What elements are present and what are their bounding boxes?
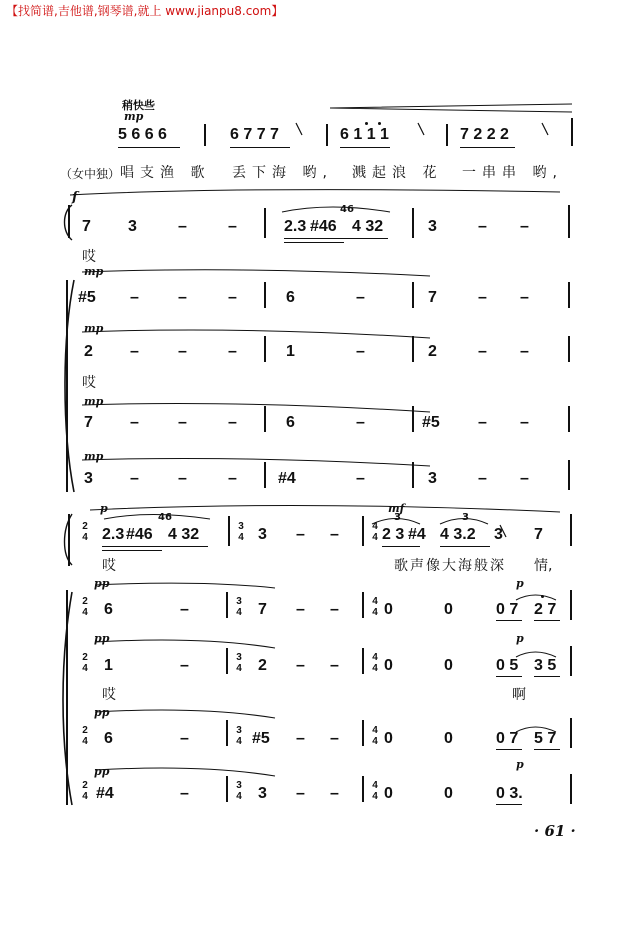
v5-note: 0 3. xyxy=(496,785,523,802)
v3-dash: – xyxy=(228,343,237,360)
barline xyxy=(264,462,266,488)
v2-note: 7 xyxy=(428,289,437,306)
v4-dash: – xyxy=(130,414,139,431)
v5-dash: – xyxy=(296,785,305,802)
v2-dash: – xyxy=(180,601,189,618)
v1-note: #4 xyxy=(408,526,426,543)
barline xyxy=(362,720,364,746)
dynamic-f: f xyxy=(72,190,78,205)
lyric-3: 溅起浪 花 xyxy=(352,165,443,181)
time-signature-bottom: 4 xyxy=(82,663,88,674)
v2-dash: – xyxy=(330,601,339,618)
barline xyxy=(568,205,570,238)
dynamic-mp: mp xyxy=(84,395,104,408)
dynamic-p: p xyxy=(516,758,524,771)
measure-2: 6 7 7 7 xyxy=(230,126,279,143)
v2-rest: 0 xyxy=(384,601,393,618)
v3-dash: – xyxy=(180,657,189,674)
barline xyxy=(264,282,266,308)
v1-note: #46 xyxy=(126,526,153,543)
v2-dash: – xyxy=(296,601,305,618)
barline xyxy=(362,776,364,802)
v3-dash: – xyxy=(520,343,529,360)
lyric: 哎 xyxy=(82,249,96,265)
beam xyxy=(534,676,560,677)
v5-dash: – xyxy=(478,470,487,487)
site-banner[interactable]: 【找简谱,吉他谱,钢琴谱,就上 www.jianpu8.com】 xyxy=(6,4,284,18)
v4-note: #5 xyxy=(422,414,440,431)
beam xyxy=(496,676,522,677)
measure-1: 5 6 6 6 xyxy=(118,126,167,143)
v1-dash: – xyxy=(478,218,487,235)
time-signature-bottom: 4 xyxy=(372,663,378,674)
octave-dot xyxy=(541,595,544,598)
v3-note: 2 xyxy=(258,657,267,674)
barline xyxy=(570,774,572,804)
time-signature-top: 3 xyxy=(236,596,242,607)
v3-dash: – xyxy=(296,657,305,674)
v5-note: #4 xyxy=(96,785,114,802)
v1-note: #46 xyxy=(310,218,337,235)
dynamic-mp: mp xyxy=(84,265,104,278)
time-signature-top: 4 xyxy=(372,780,378,791)
v5-dash: – xyxy=(180,785,189,802)
time-signature-bottom: 4 xyxy=(82,791,88,802)
v3-rest: 0 xyxy=(444,657,453,674)
v5-rest: 0 xyxy=(384,785,393,802)
v2-dash: – xyxy=(356,289,365,306)
measure-3: 6 1 1 1 xyxy=(340,126,389,143)
v4-note: 6 xyxy=(104,730,113,747)
time-signature-top: 2 xyxy=(82,780,88,791)
v5-dash: – xyxy=(356,470,365,487)
lyric: 啊 xyxy=(512,687,526,703)
v5-dash: – xyxy=(178,470,187,487)
v2-dash: – xyxy=(520,289,529,306)
v4-dash: – xyxy=(178,414,187,431)
dynamic-mf: mf xyxy=(388,502,405,515)
lyric-2: 丢下海 哟, xyxy=(232,165,333,181)
v1-note: 2.3 xyxy=(284,218,307,235)
v3-dash: – xyxy=(330,657,339,674)
dynamic-pp: pp xyxy=(94,577,110,590)
v2-dash: – xyxy=(228,289,237,306)
v4-rest: 0 xyxy=(444,730,453,747)
beam xyxy=(102,546,208,547)
barline xyxy=(568,282,570,308)
v5-note: 3 xyxy=(258,785,267,802)
v3-note: 3 5 xyxy=(534,657,557,674)
lyric: 情, xyxy=(534,558,553,574)
v3-dash: – xyxy=(130,343,139,360)
barline xyxy=(412,462,414,488)
v2-note: 0 7 xyxy=(496,601,519,618)
time-signature-bottom: 4 xyxy=(238,532,244,543)
barline xyxy=(412,208,414,238)
v5-dash: – xyxy=(520,470,529,487)
dynamic-p: p xyxy=(516,577,524,590)
v1-dash: – xyxy=(330,526,339,543)
lyric: 哎 xyxy=(102,558,116,574)
grace-notes: 46 xyxy=(340,204,354,215)
v4-note: 0 7 xyxy=(496,730,519,747)
barline xyxy=(264,406,266,432)
v4-dash: – xyxy=(478,414,487,431)
v1-dash: – xyxy=(296,526,305,543)
time-signature-top: 3 xyxy=(236,652,242,663)
v5-dash: – xyxy=(330,785,339,802)
barline xyxy=(362,516,364,546)
beam xyxy=(496,620,522,621)
barline xyxy=(264,208,266,238)
lyric: 哎 xyxy=(102,687,116,703)
dynamic-p: p xyxy=(100,502,108,515)
v1-note: 3 xyxy=(494,526,503,543)
v2-dash: – xyxy=(478,289,487,306)
time-signature-bottom: 4 xyxy=(372,736,378,747)
time-signature-top: 2 xyxy=(82,521,88,532)
time-signature-top: 4 xyxy=(372,521,378,532)
barline xyxy=(226,648,228,674)
v2-note: 7 xyxy=(258,601,267,618)
tempo-marking: 稍快些 xyxy=(122,99,155,112)
v1-note: 3 xyxy=(428,218,437,235)
system-bracket xyxy=(68,514,70,566)
barline xyxy=(362,592,364,618)
v4-note: #5 xyxy=(252,730,270,747)
beam xyxy=(440,546,490,547)
triplet-mark: 3 xyxy=(462,512,469,523)
time-signature-top: 2 xyxy=(82,725,88,736)
v5-note: 3 xyxy=(428,470,437,487)
dynamic-pp: pp xyxy=(94,632,110,645)
time-signature-bottom: 4 xyxy=(236,607,242,618)
v3-dash: – xyxy=(478,343,487,360)
time-signature-bottom: 4 xyxy=(82,607,88,618)
time-signature-top: 4 xyxy=(372,725,378,736)
dynamic-mp: mp xyxy=(84,450,104,463)
v3-rest: 0 xyxy=(384,657,393,674)
v4-dash: – xyxy=(180,730,189,747)
v4-note: 5 7 xyxy=(534,730,557,747)
barline xyxy=(412,406,414,432)
v4-rest: 0 xyxy=(384,730,393,747)
time-signature-bottom: 4 xyxy=(372,607,378,618)
v4-note: 7 xyxy=(84,414,93,431)
system-bracket xyxy=(68,205,70,238)
dynamic-pp: pp xyxy=(94,765,110,778)
barline xyxy=(264,336,266,362)
time-signature-bottom: 4 xyxy=(236,663,242,674)
barline xyxy=(362,648,364,674)
time-signature-top: 3 xyxy=(238,521,244,532)
v1-note: 4 32 xyxy=(352,218,384,235)
v1-note: 2 3 xyxy=(382,526,405,543)
v5-dash: – xyxy=(228,470,237,487)
time-signature-top: 2 xyxy=(82,652,88,663)
lyric-1: 唱支渔 歌 xyxy=(120,165,211,181)
v1-note: 4 3.2 xyxy=(440,526,476,543)
time-signature-bottom: 4 xyxy=(82,736,88,747)
barline xyxy=(568,460,570,490)
v1-note: 3 xyxy=(128,218,137,235)
lyric: 哎 xyxy=(82,375,96,391)
barline xyxy=(568,336,570,362)
barline xyxy=(226,592,228,618)
measure-4: 7 2 2 2 xyxy=(460,126,509,143)
beam xyxy=(496,804,522,805)
v1-dash: – xyxy=(228,218,237,235)
v4-dash: – xyxy=(228,414,237,431)
dynamic-pp: pp xyxy=(94,706,110,719)
time-signature-bottom: 4 xyxy=(372,791,378,802)
system-bracket xyxy=(66,280,68,492)
triplet-mark: 3 xyxy=(394,512,401,523)
v2-note: 6 xyxy=(286,289,295,306)
v5-note: #4 xyxy=(278,470,296,487)
time-signature-top: 4 xyxy=(372,652,378,663)
v2-dash: – xyxy=(178,289,187,306)
v4-dash: – xyxy=(296,730,305,747)
v3-dash: – xyxy=(178,343,187,360)
barline xyxy=(570,646,572,676)
dynamic-mp: mp xyxy=(124,110,144,123)
v4-dash: – xyxy=(356,414,365,431)
v2-note: 6 xyxy=(104,601,113,618)
v2-note: 2 7 xyxy=(534,601,557,618)
time-signature-bottom: 4 xyxy=(82,532,88,543)
v1-note: 4 32 xyxy=(168,526,200,543)
v3-note: 0 5 xyxy=(496,657,519,674)
page-number: · 61 · xyxy=(534,822,576,840)
lyric: 歌声像大海般深 xyxy=(394,558,506,574)
system-bracket xyxy=(66,590,68,805)
v1-note: 2.3 xyxy=(102,526,125,543)
barline xyxy=(570,718,572,748)
barline xyxy=(570,514,572,546)
v1-dash: – xyxy=(520,218,529,235)
v5-dash: – xyxy=(130,470,139,487)
barline xyxy=(228,516,230,546)
beam xyxy=(534,749,560,750)
time-signature-top: 3 xyxy=(236,780,242,791)
time-signature-bottom: 4 xyxy=(372,532,378,543)
barline xyxy=(570,590,572,620)
beam xyxy=(534,620,560,621)
v3-note: 1 xyxy=(104,657,113,674)
barline xyxy=(226,776,228,802)
barline xyxy=(226,720,228,746)
beam xyxy=(284,242,344,243)
singer-label: （女中独） xyxy=(60,167,121,181)
v2-note: #5 xyxy=(78,289,96,306)
v5-note: 3 xyxy=(84,470,93,487)
grace-notes: 46 xyxy=(158,512,172,523)
time-signature-top: 2 xyxy=(82,596,88,607)
v1-dash: – xyxy=(178,218,187,235)
v5-rest: 0 xyxy=(444,785,453,802)
time-signature-top: 4 xyxy=(372,596,378,607)
time-signature-bottom: 4 xyxy=(236,791,242,802)
v2-rest: 0 xyxy=(444,601,453,618)
lyric-4: 一串串 哟, xyxy=(462,165,563,181)
dynamic-p: p xyxy=(516,632,524,645)
beam xyxy=(496,749,522,750)
v3-dash: – xyxy=(356,343,365,360)
beam xyxy=(382,546,420,547)
v1-note: 3 xyxy=(258,526,267,543)
barline xyxy=(412,336,414,362)
v4-note: 6 xyxy=(286,414,295,431)
time-signature-bottom: 4 xyxy=(236,736,242,747)
v1-note: 7 xyxy=(534,526,543,543)
barline xyxy=(412,282,414,308)
v3-note: 2 xyxy=(84,343,93,360)
v2-dash: – xyxy=(130,289,139,306)
beam xyxy=(102,550,162,551)
v3-note: 2 xyxy=(428,343,437,360)
barline xyxy=(568,406,570,432)
time-signature-top: 3 xyxy=(236,725,242,736)
v3-note: 1 xyxy=(286,343,295,360)
dynamic-mp: mp xyxy=(84,322,104,335)
beam xyxy=(284,238,388,239)
v4-dash: – xyxy=(520,414,529,431)
v1-note: 7 xyxy=(82,218,91,235)
v4-dash: – xyxy=(330,730,339,747)
